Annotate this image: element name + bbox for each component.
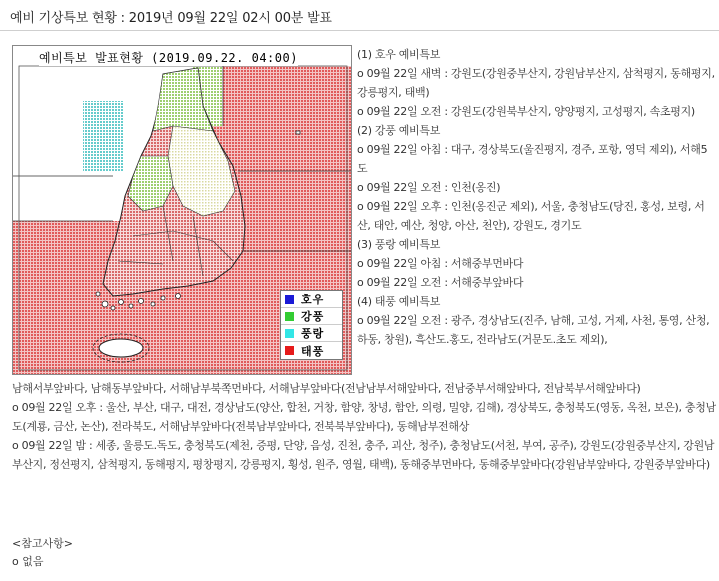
legend-label-typhoon: 태풍 <box>301 344 325 358</box>
heading-wave: (3) 풍랑 예비특보 <box>357 238 441 251</box>
wind-item-afternoon: o 09월 22일 오후 : 인천(옹진군 제외), 서울, 충청남도(당진, 홍성, 보령, 서산, 태안, 예산, 청양, 아산, 천안), 강원도, 경기도 <box>357 200 705 232</box>
sea-wave-band <box>83 101 123 171</box>
jeju-island <box>99 339 143 357</box>
rain-item-dawn: o 09월 22일 새벽 : 강원도(강원중부산지, 강원남부산지, 삼척평지, 동해평지, 강릉평지, 태백) <box>357 67 715 99</box>
wind-item-forenoon: o 09월 22일 오전 : 인천(옹진) <box>357 181 501 194</box>
page-title: 예비 기상특보 현황 : 2019년 09월 22일 02시 00분 발표 <box>10 11 332 26</box>
heading-rain: (1) 호우 예비특보 <box>357 48 441 61</box>
rain-item-morning: o 09월 22일 오전 : 강원도(강원북부산지, 양양평지, 고성평지, 속초평지) <box>357 105 695 118</box>
legend-item-typhoon <box>281 342 342 359</box>
legend-swatch-typhoon <box>285 346 294 355</box>
wind-item-morning: o 09월 22일 아침 : 대구, 경상북도(울진평지, 경주, 포항, 영덕 제외), 서해5도 <box>357 143 708 175</box>
reference-value: o 없음 <box>12 555 44 568</box>
title-bar <box>0 0 719 31</box>
heading-typhoon: (4) 태풍 예비특보 <box>357 295 441 308</box>
map-legend <box>280 290 343 360</box>
heading-wind: (2) 강풍 예비특보 <box>357 124 441 137</box>
legend-item-wind <box>281 308 342 325</box>
wave-item-morning: o 09월 22일 아침 : 서해중부먼바다 <box>357 257 524 270</box>
legend-swatch-wave <box>285 329 294 338</box>
legend-item-wave <box>281 325 342 342</box>
map-title: 예비특보 발표현황 (2019.09.22. 04:00) <box>39 51 298 65</box>
wave-item-forenoon: o 09월 22일 오전 : 서해중부앞바다 <box>357 276 524 289</box>
legend-item-rain <box>281 291 342 308</box>
legend-swatch-wind <box>285 312 294 321</box>
warning-map <box>12 45 352 375</box>
legend-swatch-rain <box>285 295 294 304</box>
legend-label-rain: 호우 <box>301 293 325 306</box>
warning-details-column <box>357 45 715 349</box>
ulleungdo-marker <box>296 131 300 134</box>
typhoon-item-forenoon-cont: 남해서부앞바다, 남해동부앞바다, 서해남부북쪽먼바다, 서해남부앞바다(전남남부서해앞바다, 전남중부서해앞바다, 전남북부서해앞바다) <box>12 382 641 395</box>
reference-heading: <참고사항> <box>12 537 73 550</box>
warning-details-full <box>12 379 717 474</box>
legend-label-wind: 강풍 <box>301 310 325 323</box>
typhoon-item-night: o 09월 22일 밤 : 세종, 울릉도.독도, 충청북도(제천, 증평, 단양, 음성, 진천, 충주, 괴산, 청주), 충청남도(서천, 부여, 공주), 강원도(강원중부산지, 강원남부산지, 정선평지, 삼척평지, 동해평지, 평창평지, 강릉평지, 횡성, 원주, 영월, 태백), 동해중부먼바다, 동해중부앞바다(강원남부앞바다, 강원중부앞바다) <box>12 439 715 471</box>
legend-label-wave: 풍랑 <box>301 327 325 340</box>
typhoon-item-afternoon: o 09월 22일 오후 : 울산, 부산, 대구, 대전, 경상남도(양산, 합천, 거창, 함양, 창녕, 함안, 의령, 밀양, 김해), 경상북도, 충청북도(영동, 옥천, 보은), 충청남도(계룡, 금산, 논산), 전라북도, 서해남부앞바다(전북남부앞바다, 전북북부앞바다), 동해남부전해상 <box>12 401 716 433</box>
typhoon-item-forenoon: o 09월 22일 오전 : 광주, 경상남도(진주, 남해, 고성, 거제, 사천, 통영, 산청, 하동, 창원), 흑산도.홍도, 전라남도(거문도.초도 제외), <box>357 314 710 346</box>
